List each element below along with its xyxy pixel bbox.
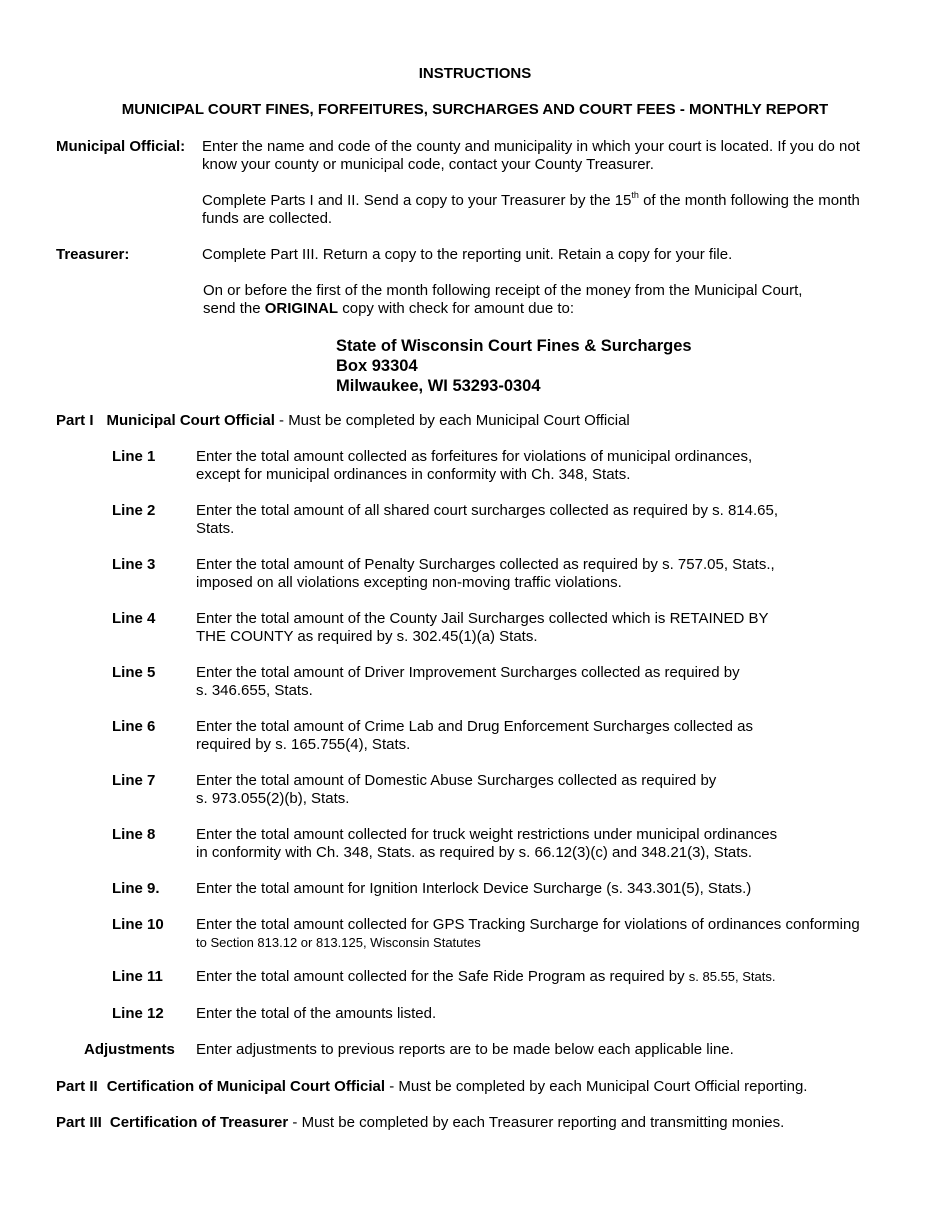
line-1-text2: except for municipal ordinances in conformity with Ch. 348, Stats. — [196, 466, 631, 483]
line-12-text1: Enter the total of the amounts listed. — [196, 1005, 437, 1022]
part2-label: Part II — [56, 1078, 98, 1095]
line-1-text1: Enter the total amount collected as forfeitures for violations of municipal ordinances, — [196, 448, 753, 465]
page-title: INSTRUCTIONS — [418, 65, 532, 82]
line-9-text1: Enter the total amount for Ignition Interlock Device Surcharge (s. 343.301(5), Stats.) — [196, 880, 752, 897]
part3-title: Certification of Treasurer — [109, 1114, 289, 1131]
treasurer-label: Treasurer: — [56, 246, 130, 263]
original-emphasis: ORIGINAL — [264, 300, 339, 317]
line-12-label: Line 12 — [112, 1005, 164, 1022]
line-6-text2: required by s. 165.755(4), Stats. — [196, 736, 411, 753]
treasurer-text: Complete Part III. Return a copy to the reporting unit. Retain a copy for your file. — [202, 246, 733, 263]
send-text-post: copy with check for amount due to: — [338, 300, 575, 317]
line-11-text1 — [196, 968, 776, 986]
deadline-text-pre: Complete Parts I and II. Send a copy to your Treasurer by the 15 — [202, 192, 632, 209]
line-7-label: Line 7 — [112, 772, 156, 789]
line-8-text1: Enter the total amount collected for truck weight restrictions under municipal ordinances — [196, 826, 778, 843]
line-7-text2: s. 973.055(2)(b), Stats. — [196, 790, 350, 807]
line-2-text1: Enter the total amount of all shared court surcharges collected as required by s. 814.65, — [196, 502, 778, 519]
line-3-text1: Enter the total amount of Penalty Surcharges collected as required by s. 757.05, Stats., — [196, 556, 775, 573]
line-10-text1: Enter the total amount collected for GPS Tracking Surcharge for violations of ordinances conforming — [196, 916, 860, 933]
address-line1: State of Wisconsin Court Fines & Surcharges — [336, 337, 692, 355]
line-8-text2: in conformity with Ch. 348, Stats. as required by s. 66.12(3)(c) and 348.21(3), Stats. — [196, 844, 753, 861]
line-5-text1: Enter the total amount of Driver Improvement Surcharges collected as required by — [196, 664, 740, 681]
line-2-text2: Stats. — [196, 520, 235, 537]
part3-desc: - Must be completed by each Treasurer reporting and transmitting monies. — [288, 1114, 785, 1131]
line-10-label: Line 10 — [112, 916, 164, 933]
treasurer-send-line1: On or before the first of the month following receipt of the money from the Municipal Court, — [203, 282, 803, 299]
deadline-text-post: of the month following the month — [638, 192, 860, 209]
line-7-text1: Enter the total amount of Domestic Abuse Surcharges collected as required by — [196, 772, 717, 789]
part2-heading — [56, 1078, 807, 1096]
part1-desc: - Must be completed by each Municipal Court Official — [274, 412, 630, 429]
municipal-official-text-line2: know your county or municipal code, contact your County Treasurer. — [202, 156, 654, 173]
treasurer-send-line2 — [203, 300, 574, 318]
line-5-label: Line 5 — [112, 664, 156, 681]
ordinal-suffix: th — [631, 190, 639, 200]
municipal-official-text-line1: Enter the name and code of the county and municipality in which your court is located. If you do not — [202, 138, 860, 155]
report-subtitle: MUNICIPAL COURT FINES, FORFEITURES, SURCHARGES AND COURT FEES - MONTHLY REPORT — [121, 101, 829, 118]
part1-label: Part I — [56, 412, 94, 429]
send-text-pre: send the — [203, 300, 265, 317]
municipal-official-deadline-line1 — [202, 192, 860, 210]
line-2-label: Line 2 — [112, 502, 156, 519]
line-6-label: Line 6 — [112, 718, 156, 735]
address-line2: Box 93304 — [336, 357, 418, 375]
part3-heading — [56, 1114, 784, 1132]
line-4-text2: THE COUNTY as required by s. 302.45(1)(a) Stats. — [196, 628, 538, 645]
line-5-text2: s. 346.655, Stats. — [196, 682, 313, 699]
line-11-text-main: Enter the total amount collected for the Safe Ride Program as required by — [196, 968, 689, 985]
line-8-label: Line 8 — [112, 826, 156, 843]
line-4-label: Line 4 — [112, 610, 156, 627]
part1-title: Municipal Court Official — [106, 412, 275, 429]
line-10-text2: to Section 813.12 or 813.125, Wisconsin Statutes — [196, 935, 481, 950]
part1-heading — [56, 412, 630, 430]
line-11-label: Line 11 — [112, 968, 163, 985]
line-11-statute: s. 85.55, Stats. — [688, 969, 776, 984]
line-3-label: Line 3 — [112, 556, 156, 573]
municipal-official-deadline-line2: funds are collected. — [202, 210, 333, 227]
adjustments-text: Enter adjustments to previous reports are to be made below each applicable line. — [196, 1041, 734, 1058]
line-6-text1: Enter the total amount of Crime Lab and Drug Enforcement Surcharges collected as — [196, 718, 753, 735]
address-line3: Milwaukee, WI 53293-0304 — [336, 377, 541, 395]
municipal-official-label: Municipal Official: — [56, 138, 186, 155]
line-3-text2: imposed on all violations excepting non-moving traffic violations. — [196, 574, 622, 591]
line-1-label: Line 1 — [112, 448, 156, 465]
part2-title: Certification of Municipal Court Official — [106, 1078, 386, 1095]
part2-desc: - Must be completed by each Municipal Court Official reporting. — [385, 1078, 808, 1095]
line-4-text1: Enter the total amount of the County Jail Surcharges collected which is RETAINED BY — [196, 610, 769, 627]
line-9-label: Line 9. — [112, 880, 160, 897]
part3-label: Part III — [56, 1114, 102, 1131]
adjustments-label: Adjustments — [84, 1041, 175, 1058]
